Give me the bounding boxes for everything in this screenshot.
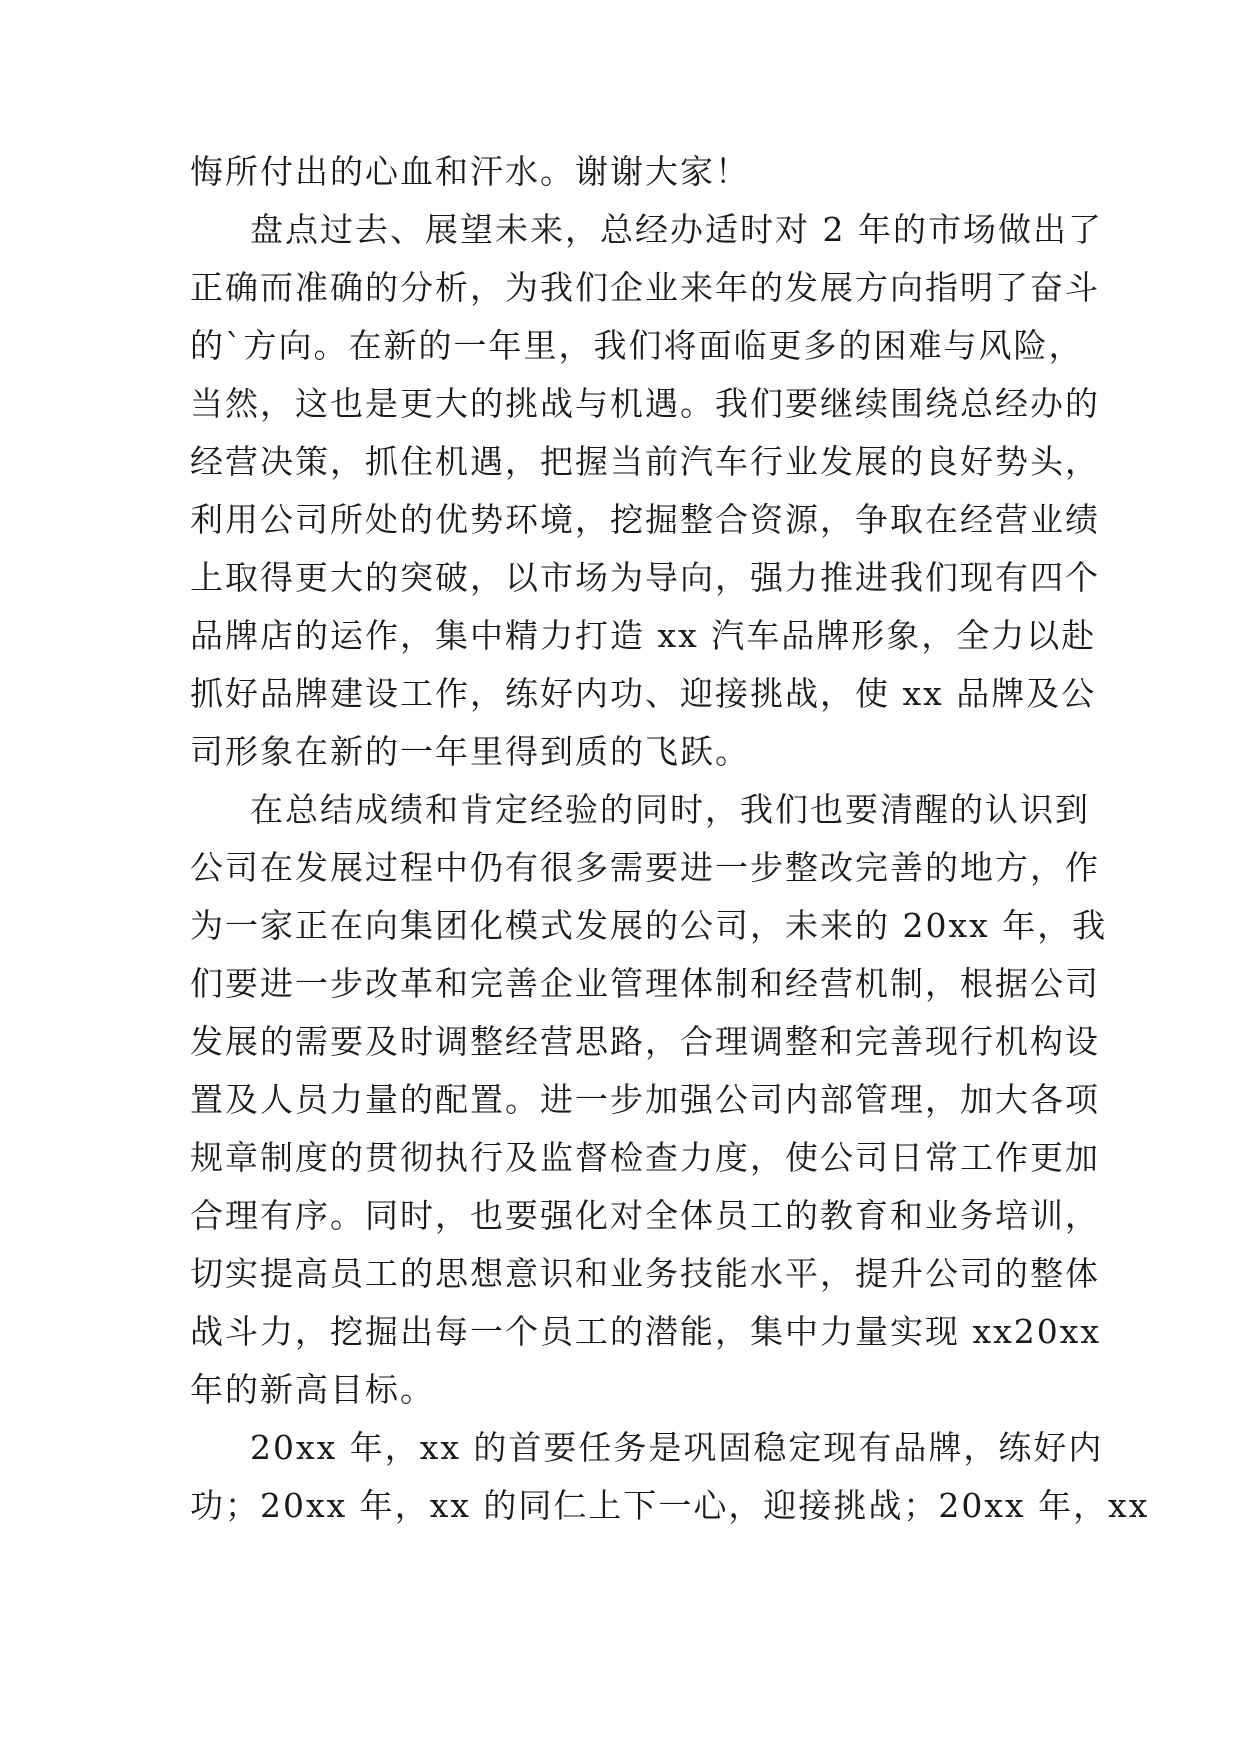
text-line: 规章制度的贯彻执行及监督检查力度，使公司日常工作更加 bbox=[190, 1138, 1100, 1177]
text-line: 发展的需要及时调整经营思路，合理调整和完善现行机构设 bbox=[190, 1022, 1100, 1061]
text-line: 司形象在新的一年里得到质的飞跃。 bbox=[190, 732, 750, 771]
text-line: 合理有序。同时，也要强化对全体员工的教育和业务培训， bbox=[190, 1196, 1100, 1235]
text-line: 当然，这也是更大的挑战与机遇。我们要继续围绕总经办的 bbox=[190, 384, 1100, 423]
text-line: 20xx 年，xx 的首要任务是巩固稳定现有品牌，练好内 bbox=[250, 1428, 1104, 1467]
text-line: 盘点过去、展望未来，总经办适时对 2 年的市场做出了 bbox=[250, 210, 1103, 249]
text-line: 经营决策，抓住机遇，把握当前汽车行业发展的良好势头， bbox=[190, 442, 1100, 481]
text-line: 悔所付出的心血和汗水。谢谢大家！ bbox=[190, 152, 750, 191]
text-line: 利用公司所处的优势环境，挖掘整合资源，争取在经营业绩 bbox=[190, 500, 1100, 539]
text-line: 公司在发展过程中仍有很多需要进一步整改完善的地方，作 bbox=[190, 848, 1100, 887]
text-line: 功；20xx 年，xx 的同仁上下一心，迎接挑战；20xx 年，xx bbox=[190, 1486, 1150, 1525]
text-line: 在总结成绩和肯定经验的同时，我们也要清醒的认识到 bbox=[250, 790, 1090, 829]
text-line: 上取得更大的突破，以市场为导向，强力推进我们现有四个 bbox=[190, 558, 1100, 597]
text-line: 置及人员力量的配置。进一步加强公司内部管理，加大各项 bbox=[190, 1080, 1100, 1119]
text-line: 正确而准确的分析，为我们企业来年的发展方向指明了奋斗 bbox=[190, 268, 1100, 307]
text-line: 品牌店的运作，集中精力打造 xx 汽车品牌形象，全力以赴 bbox=[190, 616, 1097, 655]
text-line: 切实提高员工的思想意识和业务技能水平，提升公司的整体 bbox=[190, 1254, 1100, 1293]
text-line: 年的新高目标。 bbox=[190, 1370, 435, 1409]
text-line: 为一家正在向集团化模式发展的公司，未来的 20xx 年，我 bbox=[190, 906, 1108, 945]
text-line: 战斗力，挖掘出每一个员工的潜能，集中力量实现 xx20xx bbox=[190, 1312, 1101, 1351]
text-line: 的`方向。在新的一年里，我们将面临更多的困难与风险， bbox=[190, 326, 1084, 365]
text-line: 们要进一步改革和完善企业管理体制和经营机制，根据公司 bbox=[190, 964, 1100, 1003]
text-line: 抓好品牌建设工作，练好内功、迎接挑战，使 xx 品牌及公 bbox=[190, 674, 1097, 713]
